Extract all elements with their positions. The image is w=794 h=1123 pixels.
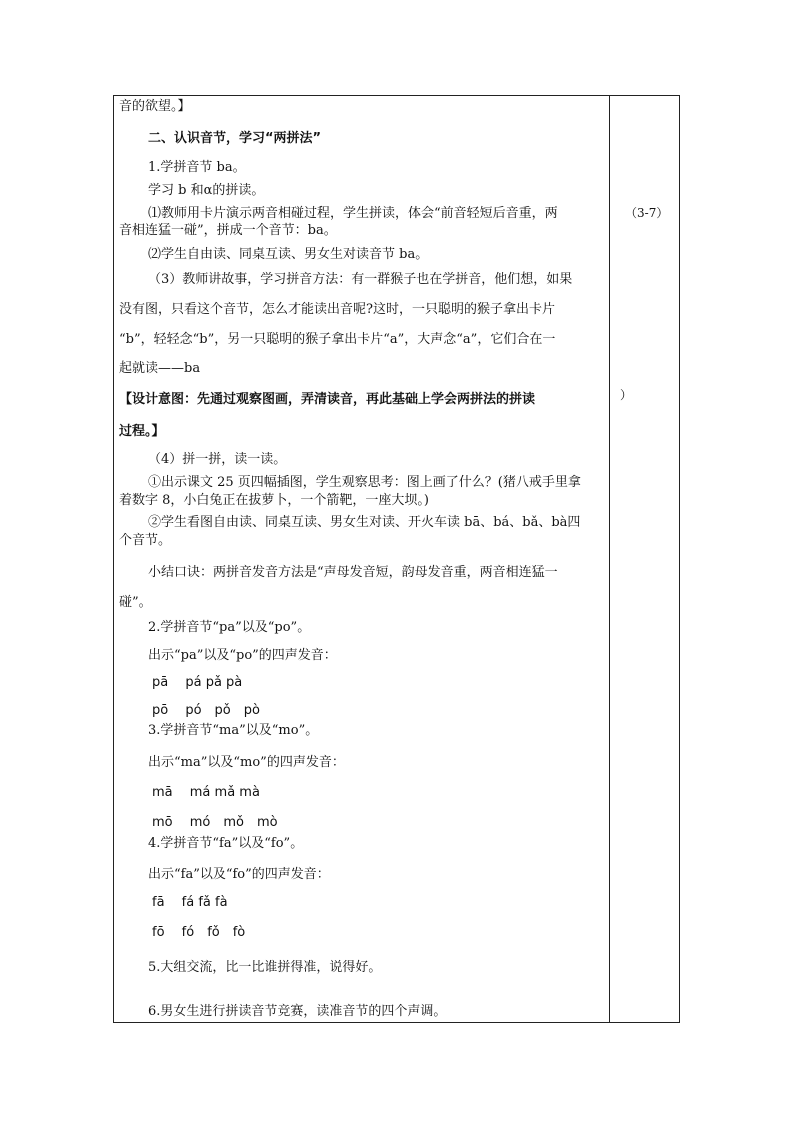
text-line-17: ②学生看图自由读、同桌互读、男女生对读、开火车读 bā、bá、bǎ、bà四 bbox=[148, 515, 581, 530]
text-line-15: ①出示课文 25 页四幅插图，学生观察思考：图上画了什么？(猪八戒手里拿 bbox=[148, 475, 581, 490]
text-line-14: （4）拼一拼，读一读。 bbox=[148, 452, 287, 467]
text-line-22: 出示“pa”以及“po”的四声发音： bbox=[148, 648, 337, 663]
text-line-30: 出示“fa”以及“fo”的四声发音： bbox=[148, 867, 330, 882]
text-line-29: 4.学拼音节“fa”以及“fo”。 bbox=[148, 836, 304, 851]
text-line-28: mō mó mǒ mò bbox=[152, 815, 278, 830]
text-line-21: 2.学拼音节“pa”以及“po”。 bbox=[148, 620, 311, 635]
section-heading: 二、认识音节，学习“两拼法” bbox=[148, 131, 322, 146]
side-note-close: ） bbox=[620, 388, 633, 402]
text-line-5: ⑴教师用卡片演示两音相碰过程，学生拼读，体会“前音轻短后音重，两 bbox=[148, 206, 558, 221]
text-line-31: fā fá fǎ fà bbox=[152, 895, 228, 910]
text-line-25: 3.学拼音节“ma”以及“mo”。 bbox=[148, 723, 319, 738]
text-line-16: 着数字 8，小白兔正在拔萝卜，一个箭靶，一座大坝。) bbox=[119, 493, 429, 508]
text-line-19: 小结口诀：两拼音发音方法是“声母发音短，韵母发音重，两音相连猛一 bbox=[148, 565, 558, 580]
text-line-20: 碰”。 bbox=[119, 595, 152, 610]
text-line-26: 出示“ma”以及“mo”的四声发音： bbox=[148, 755, 345, 770]
text-line-8: （3）教师讲故事，学习拼音方法：有一群猴子也在学拼音，他们想，如果 bbox=[148, 272, 573, 287]
text-line-33: 5.大组交流，比一比谁拼得准，说得好。 bbox=[148, 960, 382, 975]
text-line-32: fō fó fǒ fò bbox=[152, 925, 246, 940]
text-line-3: 1.学拼音节 ba。 bbox=[148, 160, 246, 175]
text-line-10: “b”，轻轻念“b”，另一只聪明的猴子拿出卡片“a”，大声念“a”，它们合在一 bbox=[119, 332, 556, 347]
text-line-1: 音的欲望。】 bbox=[119, 99, 191, 114]
text-line-6: 音相连猛一碰”，拼成一个音节：ba。 bbox=[119, 223, 337, 238]
text-line-7: ⑵学生自由读、同桌互读、男女生对读音节 ba。 bbox=[148, 247, 429, 262]
text-line-4: 学习 b 和α的拼读。 bbox=[148, 183, 265, 198]
text-line-23: pā pá pǎ pà bbox=[152, 675, 243, 690]
design-intent-note: 【设计意图：先通过观察图画，弄清读音，再此基础上学会两拼法的拼读 bbox=[119, 392, 536, 407]
text-line-18: 个音节。 bbox=[119, 533, 172, 548]
column-divider bbox=[609, 95, 610, 1023]
text-line-27: mā má mǎ mà bbox=[152, 785, 260, 800]
side-note-time: （3-7） bbox=[625, 206, 669, 220]
text-line-11: 起就读——ba bbox=[119, 361, 201, 376]
design-intent-note: 过程。】 bbox=[119, 424, 165, 439]
text-line-24: pō pó pǒ pò bbox=[152, 703, 260, 718]
text-line-34: 6.男女生进行拼读音节竞赛，读准音节的四个声调。 bbox=[148, 1004, 447, 1019]
text-line-9: 没有图，只看这个音节，怎么才能读出音呢?这时，一只聪明的猴子拿出卡片 bbox=[119, 302, 555, 317]
